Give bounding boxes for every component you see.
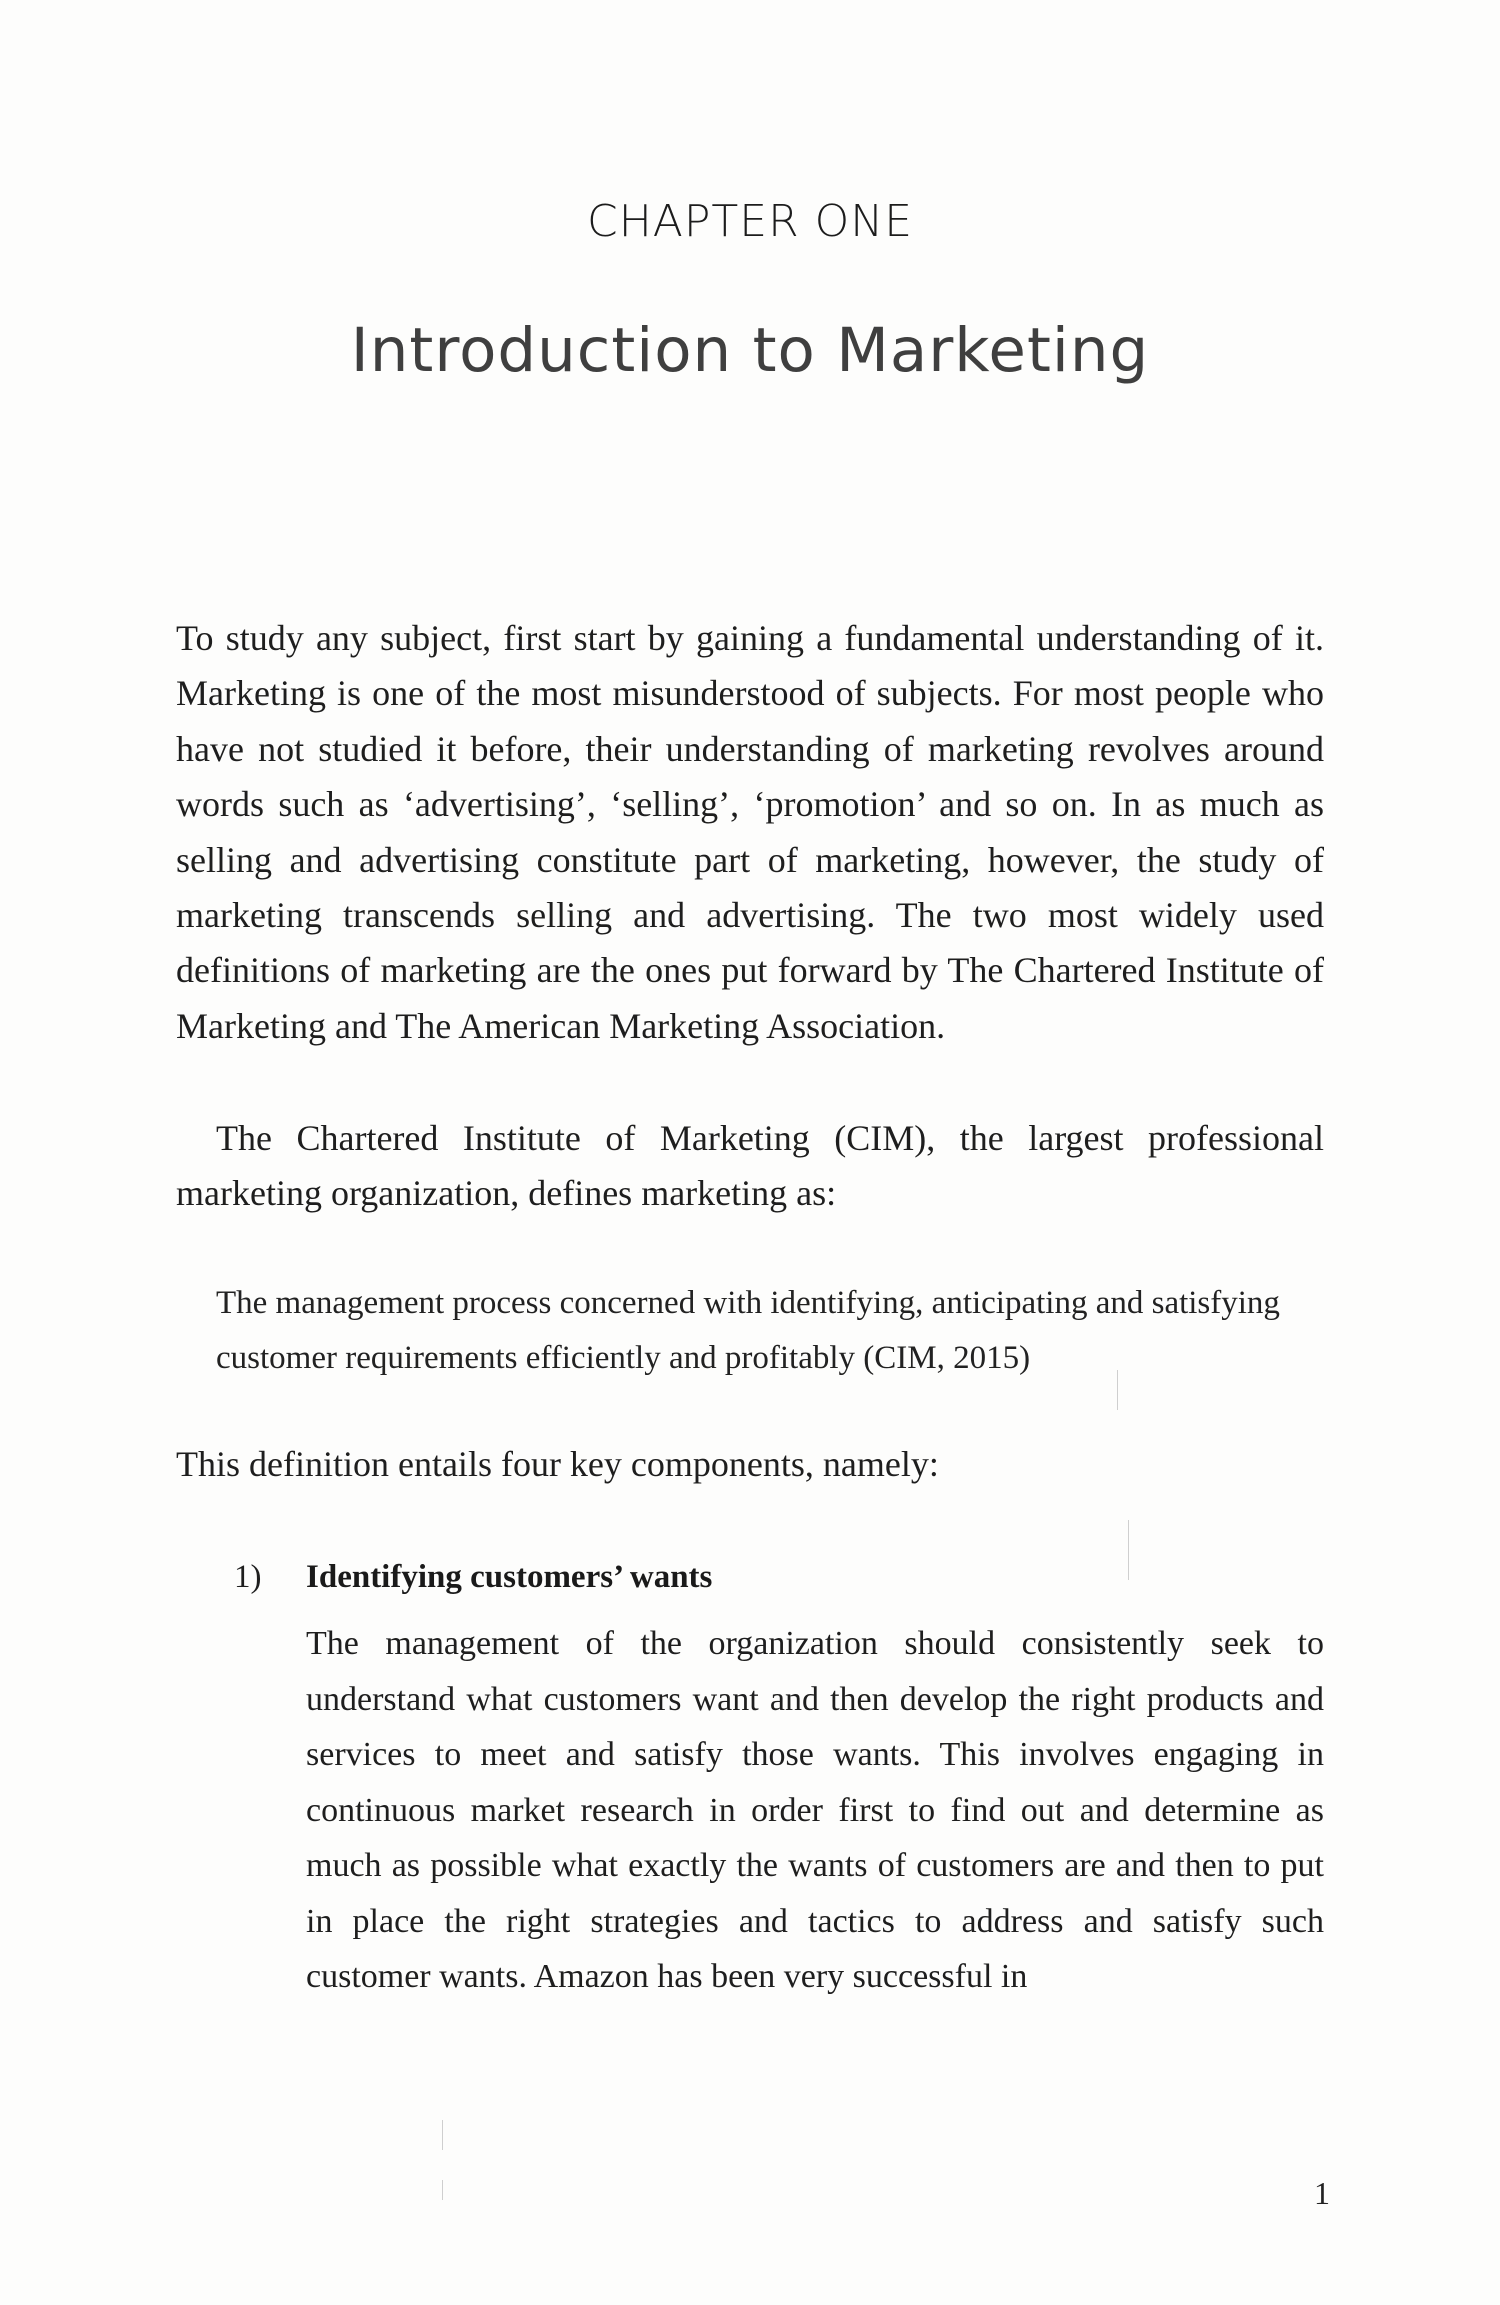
chapter-label: CHAPTER ONE xyxy=(586,196,914,247)
list-item-number: 1) xyxy=(234,1559,262,1595)
definition-quote: The management process concerned with identifying, anticipating and satisfying customer requirements efficiently and profitably (CIM, 2015) xyxy=(216,1285,1280,1376)
scan-artifact-line xyxy=(442,2120,443,2150)
list-item-body: The management of the organization should consistently seek to understand what customers want and then develop the right products and services to meet and satisfy those wants. This involves engaging in continuous market research in order first to find out and determine as much as possible what exactly the wants of customers are and then to put in place the right strategies and tactics to address and satisfy such customer wants. Amazon has been very successful in xyxy=(306,1625,1324,1995)
body-paragraph: To study any subject, first start by gaining a fundamental understanding of it. Marketing is one of the most misunderstood of subjects. For most people who have not studied it before, their understanding of marketing revolves around words such as ‘advertising’, ‘selling’, ‘promotion’ and so on. In as much as selling and advertising constitute part of marketing, however, the study of marketing transcends selling and advertising. The two most widely used definitions of marketing are the ones put forward by The Chartered Institute of Marketing and The American Marketing Association. xyxy=(176,618,1324,1046)
scan-artifact-line xyxy=(1117,1370,1118,1410)
list-intro: This definition entails four key components, namely: xyxy=(176,1444,939,1484)
scan-artifact-line xyxy=(1128,1520,1129,1580)
chapter-title: Introduction to Marketing xyxy=(350,315,1150,386)
scan-artifact-line xyxy=(442,2180,443,2200)
page-number: 1 xyxy=(1314,2175,1330,2211)
list-item-heading: Identifying customers’ wants xyxy=(306,1559,713,1595)
body-paragraph: The Chartered Institute of Marketing (CIM), the largest professional marketing organization, defines marketing as: xyxy=(176,1118,1324,1214)
